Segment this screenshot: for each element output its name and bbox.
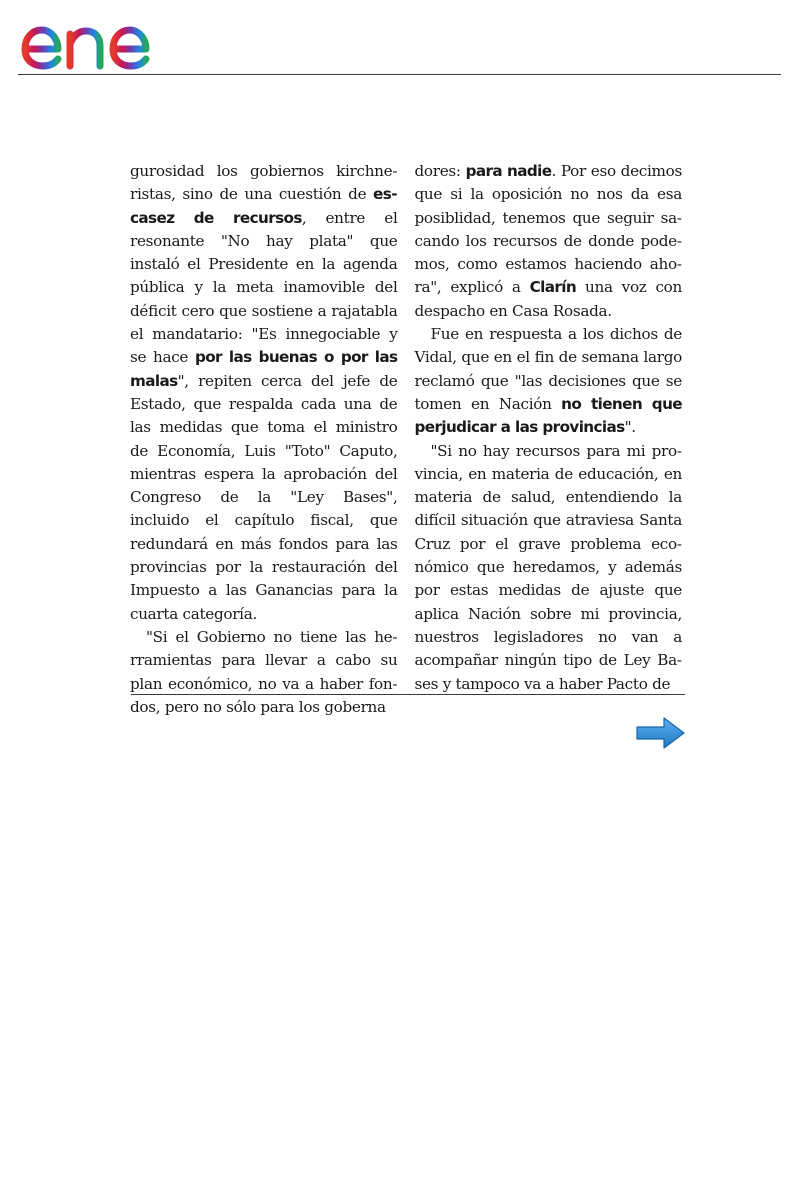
article-column-right: [415, 160, 683, 719]
text-run: una voz con despacho en Casa Rosada.: [414, 278, 682, 320]
text-run: Fue en respuesta a los dichos de Vidal, que en el fin de semana largo reclamó que "las decisiones que se tomen en Nación: [414, 325, 682, 413]
paragraph: "Si el Gobierno no tiene las herramientas para llevar a cabo su plan económico, no va a haber fondos, pero no sólo para los goberna: [130, 627, 398, 716]
highlight: Clarín: [529, 278, 577, 297]
highlight: por las buenas o por las malas: [130, 348, 398, 390]
article-column-left: [130, 160, 398, 719]
highlight: para nadie: [465, 162, 552, 180]
text-run: . Por eso decimos que si la oposición no nos da esa posiblidad, tenemos que seguir sacando los recursos de donde podemos, como estamos haciendo ahora", explicó a: [414, 162, 682, 297]
bottom-rule: [131, 694, 685, 695]
paragraph: "Si no hay recursos para mi provincia, en materia de educación, en materia de salud, entendiendo la difícil situación que atraviesa Santa Cruz por el grave problema económico que heredamos, y además por estas medidas de ajuste que aplica Nación sobre mi provincia, nuestros legisladores no van a acompañar ningún tipo de Ley Bases y tampoco va a haber Pacto de: [414, 441, 682, 693]
paragraph: [130, 160, 398, 626]
text-run: ".: [624, 418, 636, 437]
header-rule: [18, 74, 781, 75]
paragraph: [415, 323, 683, 439]
arrow-right-icon[interactable]: [634, 716, 686, 750]
text-run: dores:: [414, 162, 466, 180]
text-run: ", repiten cerca del jefe de Estado, que respalda cada una de las medidas que toma el ministro de Economía, Luis "Toto" Caputo, mientras espera la aprobación del Congreso de la "Ley Bases", incluido el capítulo fiscal, que redundará en más fondos para las provincias por la restauración del Impuesto a las Ganancias para la cuarta categoría.: [130, 371, 398, 623]
article-body: [130, 160, 682, 719]
highlight: escasez de recursos: [130, 185, 398, 227]
enel-logo: [18, 4, 193, 70]
text-run: gurosidad los gobiernos kirchneristas, sino de una cuestión de: [130, 162, 398, 204]
text-run: , entre el resonante "No hay plata" que instaló el Presidente en la agenda pública y la meta inamovible del déficit cero que sostiene a rajatabla el mandatario: "Es innegociable y se hace: [130, 208, 398, 367]
paragraph: [415, 160, 683, 323]
highlight: no tienen que perjudicar a las provincias: [414, 394, 682, 437]
